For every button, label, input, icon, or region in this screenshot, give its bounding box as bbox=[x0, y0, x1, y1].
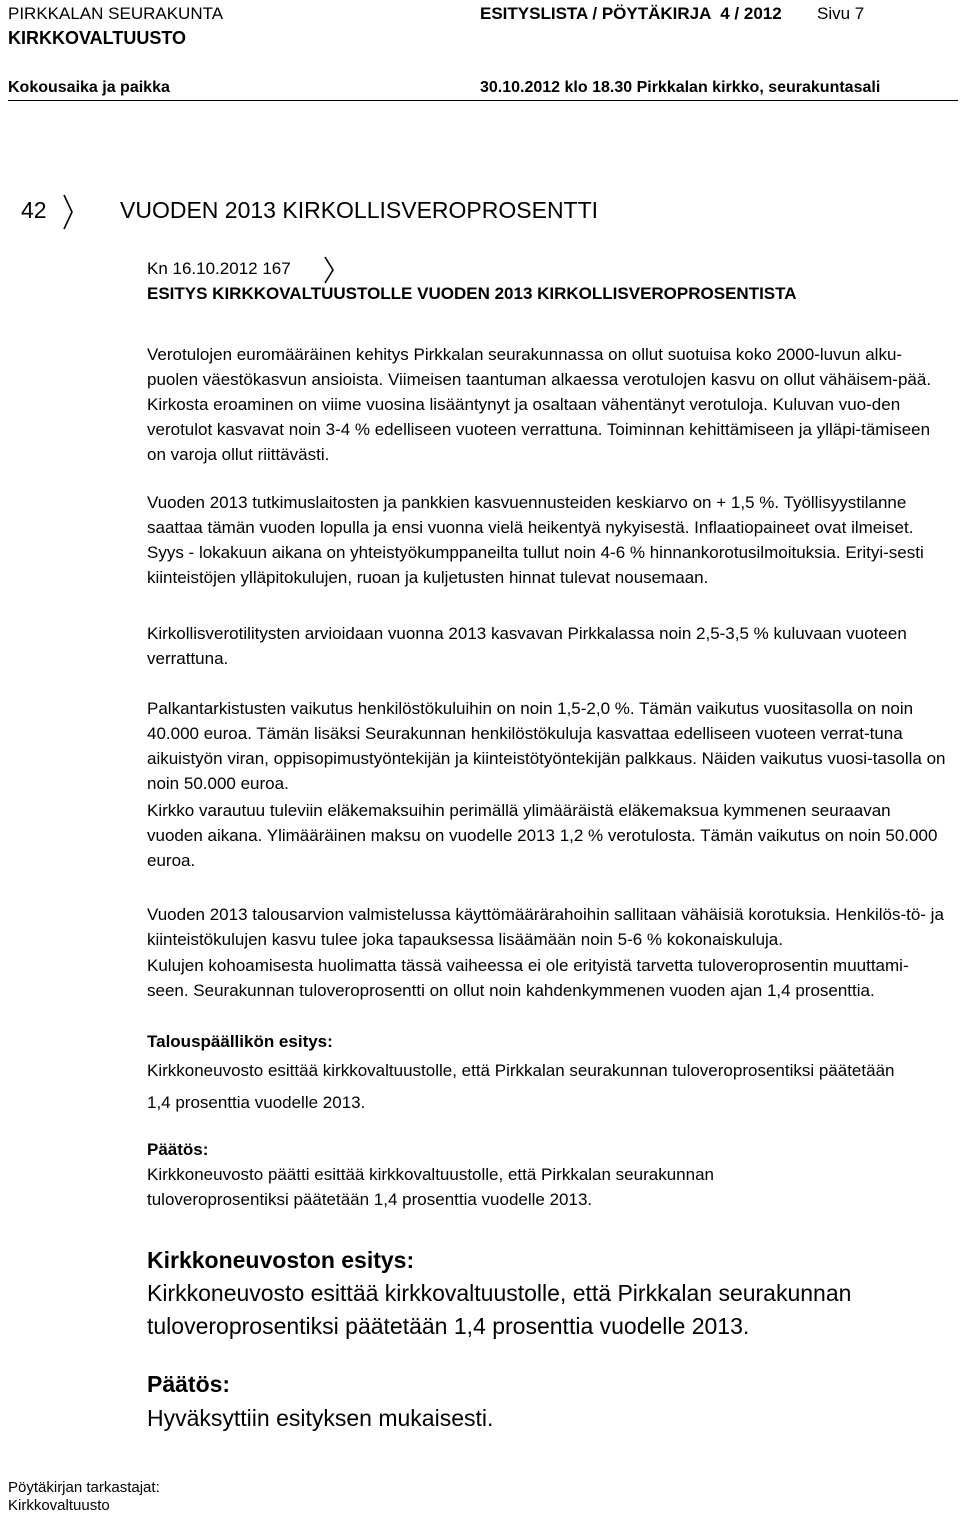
paragraph-text: Vuoden 2013 tutkimuslaitosten ja pankkien kasvuennusteiden keskiarvo on + 1,5 %. Työllisyystilanne saattaa tämän vuoden lopulla ja ensi vuonna vielä heikentyä nykyisestä. Inflaatiopaineet ovat ilmeiset. Syys - lokakuun aikana on yhteistyökumppaneilta tullut noin 4-6 % hinnankorotusilmoituksia. Erityi-sesti kiinteistöjen ylläpitokulujen, ruoan ja kuljetusten hinnat tulevat nousemaan. bbox=[147, 493, 924, 587]
paragraph-text: Verotulojen euromääräinen kehitys Pirkkalan seurakunnassa on ollut suotuisa koko 2000-luvun alku-puolen väestökasvun ansioista. Viimeisen taantuman alkaessa verotulojen kasvu on ollut vähäisem-pää. Kirkosta eroaminen on viime vuosina lisääntynyt ja osaltaan vähentänyt verotuloja. Kuluvan vuo-den verotulot kasvavat noin 3-4 % edelliseen vuoteen verrattuna. Toiminnan kehittämiseen ja ylläpi-tämiseen on varoja ollut riittävästi. bbox=[147, 345, 932, 464]
doc-type bbox=[480, 4, 782, 24]
proposal-2-line-2: tuloveroprosentiksi päätetään 1,4 prosenttia vuodelle 2013. bbox=[147, 1313, 750, 1339]
proposal-2-line-1: Kirkkoneuvosto esittää kirkkovaltuustolle, että Pirkkalan seurakunnan bbox=[147, 1280, 852, 1306]
decision-2-line-1: Hyväksyttiin esityksen mukaisesti. bbox=[147, 1405, 494, 1431]
paragraph-2 bbox=[147, 490, 947, 590]
header-rule bbox=[8, 100, 958, 101]
proposal-2-heading: Kirkkoneuvoston esitys: bbox=[147, 1247, 415, 1273]
paragraph-6 bbox=[147, 902, 947, 952]
paragraph-text: Palkantarkistusten vaikutus henkilöstökuluihin on noin 1,5-2,0 %. Tämän vaikutus vuositasolla on noin 40.000 euroa. Tämän lisäksi Seurakunnan henkilöstökuluja kasvattaa edelliseen vuoteen verrat-tuna aikuistyön viran, oppisopimustyöntekijän ja kiinteistötyöntekijän palkkaus. Näiden vaikutus vuosi-tasolla on noin 50.000 euroa. bbox=[147, 699, 946, 793]
paragraph-5 bbox=[147, 798, 947, 873]
meeting-label: Kokousaika ja paikka bbox=[8, 79, 170, 96]
meeting-value: 30.10.2012 klo 18.30 Pirkkalan kirkko, seurakuntasali bbox=[480, 79, 881, 96]
decision-1-line-1: Kirkkoneuvosto päätti esittää kirkkovaltuustolle, että Pirkkalan seurakunnan bbox=[147, 1165, 714, 1184]
section-subtitle: ESITYS KIRKKOVALTUUSTOLLE VUODEN 2013 KIRKOLLISVEROPROSENTISTA bbox=[147, 284, 797, 303]
doc-number: 4 / 2012 bbox=[720, 4, 782, 23]
decision-1-heading: Päätös: bbox=[147, 1140, 209, 1159]
paragraph-4 bbox=[147, 696, 947, 796]
section-number: 42 bbox=[21, 197, 47, 223]
paragraph-3 bbox=[147, 621, 947, 671]
paragraph-text: Kirkko varautuu tuleviin eläkemaksuihin perimällä ylimääräistä eläkemaksua kymmenen seuraavan vuoden aikana. Ylimääräinen maksu on vuodelle 2013 1,2 % verotulosta. Tämän vaikutus on noin 50.000 euroa. bbox=[147, 801, 938, 870]
reference: Kn 16.10.2012 167 bbox=[147, 259, 291, 278]
paragraph-text: Vuoden 2013 talousarvion valmistelussa käyttömäärärahoihin sallitaan vähäisiä korotuksia. Henkilös-tö- ja kiinteistökulujen kasvu tulee joka tapauksessa lisäämään noin 5-6 % kokonaiskuluja. bbox=[147, 905, 944, 949]
paragraph-7 bbox=[147, 953, 947, 1003]
paragraph-text: Kirkollisverotilitysten arvioidaan vuonna 2013 kasvavan Pirkkalassa noin 2,5-3,5 % kuluvaan vuoteen verrattuna. bbox=[147, 624, 907, 668]
org-name: PIRKKALAN SEURAKUNTA bbox=[8, 4, 224, 23]
decision-1-line-2: tuloveroprosentiksi päätetään 1,4 prosenttia vuodelle 2013. bbox=[147, 1190, 593, 1209]
footer-body: Kirkkovaltuusto bbox=[8, 1497, 110, 1514]
page-number: Sivu 7 bbox=[817, 4, 865, 23]
body-name: KIRKKOVALTUUSTO bbox=[8, 28, 186, 48]
paragraph-text: Kulujen kohoamisesta huolimatta tässä vaiheessa ei ole erityistä tarvetta tuloveroprosentin muuttami-seen. Seurakunnan tuloveroprosentti on ollut noin kahdenkymmenen vuoden ajan 1,4 prosenttia. bbox=[147, 956, 909, 1000]
section-sign-icon bbox=[324, 255, 334, 285]
proposal-1-line-2: 1,4 prosenttia vuodelle 2013. bbox=[147, 1093, 366, 1112]
proposal-1-line-1: Kirkkoneuvosto esittää kirkkovaltuustolle, että Pirkkalan seurakunnan tuloveroprosentiksi päätetään bbox=[147, 1061, 895, 1080]
decision-2-heading: Päätös: bbox=[147, 1371, 231, 1397]
paragraph-1 bbox=[147, 342, 947, 467]
proposal-1-heading: Talouspäällikön esitys: bbox=[147, 1032, 333, 1051]
section-title: VUODEN 2013 KIRKOLLISVEROPROSENTTI bbox=[120, 197, 599, 223]
doc-type-label: ESITYSLISTA / PÖYTÄKIRJA bbox=[480, 4, 711, 23]
section-sign-icon bbox=[63, 193, 73, 231]
footer-label: Pöytäkirjan tarkastajat: bbox=[8, 1479, 160, 1496]
